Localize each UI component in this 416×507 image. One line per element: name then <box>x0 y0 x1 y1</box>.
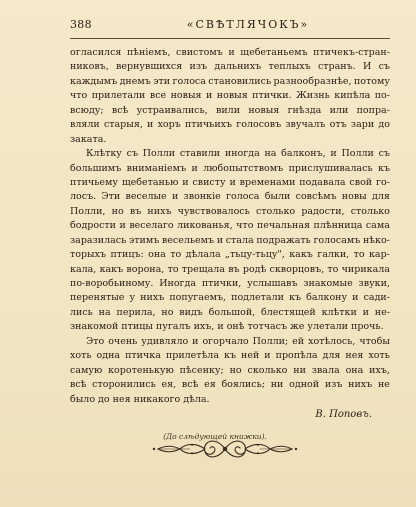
text-line: знакомой птицы пугалъ ихъ, и онѣ тотчасъ же улетали прочь. <box>70 321 384 333</box>
text-line: бодрости и веселаго ликованья, что печальная плѣнница сама <box>70 220 390 232</box>
text-line: по-воробьиному. Иногда птички, услышавъ знакомые звуки, <box>70 278 390 289</box>
text-line: всѣ сторонились ея, всѣ ея боялись; ни одной изъ нихъ не <box>70 379 390 391</box>
page-header <box>70 18 390 34</box>
page-number: 388 <box>70 18 92 31</box>
text-line: перенятые у нихъ попугаемъ, подлетали къ балкону и сади- <box>70 292 390 304</box>
text-line: большимъ вниманіемъ и любопытствомъ прислушивалась къ <box>70 162 390 174</box>
text-line: Клѣтку съ Полли ставили иногда на балконъ, и Полли съ <box>86 148 390 160</box>
text-line: торыхъ птицъ: она то дѣлала „тьцу-тьцу", какъ галки, то кар- <box>70 249 390 261</box>
text-line: что прилетали все новыя и новыя птички. Жизнь кипѣла по- <box>70 90 390 102</box>
text-line: кала, какъ ворона, то трещала въ родѣ скворцовъ, то чирикала <box>70 263 390 275</box>
text-line: хоть одна птичка прилетѣла къ ней и пропѣла для нея хоть <box>70 350 390 362</box>
text-line: Полли, но въ нихъ чувствовалось столько радости, столько <box>70 205 390 217</box>
text-line: каждымъ днемъ эти голоса становились разнообразнѣе, потому <box>70 75 390 87</box>
floral-ornament-icon <box>150 434 300 464</box>
author-signature: В. Поповъ. <box>315 408 372 420</box>
text-line: заката. <box>70 133 107 145</box>
text-line: лосъ. Эти веселые и звонкіе голоса были совсѣмъ новы для <box>70 191 390 203</box>
text-line: вляли старыя, и хоръ птичьихъ голосовъ звучалъ отъ зари до <box>70 119 390 131</box>
running-title: «СВѢТЛЯЧОКЪ» <box>186 18 310 31</box>
text-line: птичьему щебетанью и свисту и временами подавала свой го- <box>70 176 390 188</box>
text-line: Это очень удивляло и огорчало Полли; ей хотѣлось, чтобы <box>86 335 390 347</box>
text-line: всюду; всѣ устраивались, вили новыя гнѣзда или попра- <box>70 104 390 116</box>
text-line: было до нея никакого дѣла. <box>70 393 210 405</box>
text-line: никовъ, вернувшихся изъ дальнихъ теплыхъ странъ. И съ <box>70 61 390 73</box>
text-line: огласился пѣніемъ, свистомъ и щебетаньемъ птичекъ-стран- <box>70 47 390 58</box>
paragraph <box>70 147 390 335</box>
paragraph <box>70 46 390 147</box>
header-rule <box>70 38 390 39</box>
continued-note: (До слѣдующей книжки). <box>163 431 267 441</box>
text-line: лись на перила, но видъ большой, блестящей клѣтки и не- <box>70 306 390 318</box>
text-line: самую коротенькую пѣсенку; но сколько ни звала она ихъ, <box>70 364 390 376</box>
page-body <box>70 46 390 443</box>
text-line: заразилась этимъ весельемъ и стала подражать голосамъ нѣко- <box>70 234 390 246</box>
paragraph <box>70 335 390 407</box>
